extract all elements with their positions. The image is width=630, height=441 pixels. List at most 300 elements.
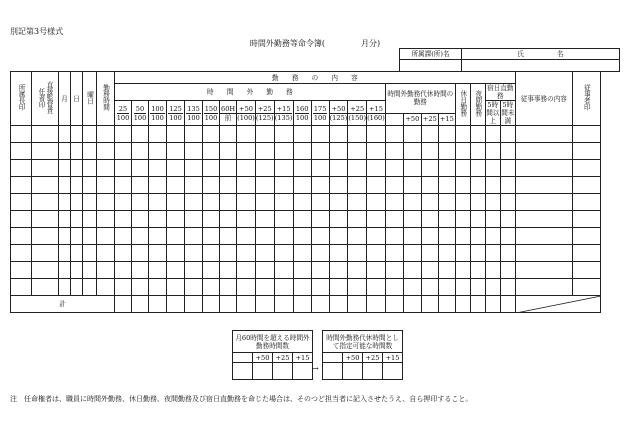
entry-cell[interactable] (203, 177, 220, 194)
entry-cell[interactable] (83, 211, 97, 228)
entry-cell[interactable] (485, 194, 500, 211)
entry-cell[interactable] (220, 160, 237, 177)
entry-cell[interactable] (470, 245, 485, 262)
entry-cell[interactable] (185, 279, 203, 296)
entry-cell[interactable] (572, 194, 600, 211)
entry-cell[interactable] (115, 143, 132, 160)
entry-cell[interactable] (274, 160, 293, 177)
entry-cell[interactable] (385, 143, 403, 160)
entry-cell[interactable] (500, 126, 515, 143)
entry-cell[interactable] (274, 228, 293, 245)
entry-cell[interactable] (485, 262, 500, 279)
entry-cell[interactable] (293, 194, 311, 211)
entry-cell[interactable] (220, 245, 237, 262)
entry-cell[interactable] (11, 228, 32, 245)
entry-cell[interactable] (438, 228, 455, 245)
entry-cell[interactable] (11, 143, 32, 160)
entry-cell[interactable] (220, 279, 237, 296)
entry-cell[interactable] (203, 228, 220, 245)
entry-cell[interactable] (500, 211, 515, 228)
entry-cell[interactable] (11, 160, 32, 177)
entry-cell[interactable] (185, 245, 203, 262)
entry-cell[interactable] (329, 177, 348, 194)
entry-cell[interactable] (115, 228, 132, 245)
total-cell[interactable] (348, 296, 367, 313)
entry-cell[interactable] (385, 194, 403, 211)
entry-cell[interactable] (167, 262, 185, 279)
entry-cell[interactable] (255, 211, 274, 228)
entry-cell[interactable] (329, 228, 348, 245)
total-cell[interactable] (274, 296, 293, 313)
entry-cell[interactable] (348, 245, 367, 262)
entry-cell[interactable] (572, 228, 600, 245)
entry-cell[interactable] (237, 211, 256, 228)
entry-cell[interactable] (572, 177, 600, 194)
entry-cell[interactable] (385, 160, 403, 177)
entry-cell[interactable] (149, 160, 167, 177)
entry-cell[interactable] (167, 177, 185, 194)
entry-cell[interactable] (167, 228, 185, 245)
total-cell[interactable] (132, 296, 149, 313)
entry-cell[interactable] (115, 262, 132, 279)
entry-cell[interactable] (572, 245, 600, 262)
entry-cell[interactable] (255, 160, 274, 177)
entry-cell[interactable] (71, 211, 83, 228)
entry-cell[interactable] (32, 126, 59, 143)
entry-cell[interactable] (470, 279, 485, 296)
entry-cell[interactable] (115, 194, 132, 211)
total-cell[interactable] (421, 296, 438, 313)
entry-cell[interactable] (470, 228, 485, 245)
entry-cell[interactable] (203, 279, 220, 296)
entry-cell[interactable] (572, 143, 600, 160)
entry-cell[interactable] (348, 160, 367, 177)
entry-cell[interactable] (329, 194, 348, 211)
entry-cell[interactable] (185, 126, 203, 143)
total-cell[interactable] (167, 296, 185, 313)
entry-cell[interactable] (515, 194, 572, 211)
entry-cell[interactable] (367, 160, 386, 177)
entry-cell[interactable] (500, 143, 515, 160)
entry-cell[interactable] (329, 279, 348, 296)
entry-cell[interactable] (167, 194, 185, 211)
entry-cell[interactable] (59, 143, 71, 160)
entry-cell[interactable] (59, 194, 71, 211)
entry-cell[interactable] (132, 177, 149, 194)
entry-cell[interactable] (311, 143, 329, 160)
entry-cell[interactable] (149, 126, 167, 143)
entry-cell[interactable] (71, 245, 83, 262)
entry-cell[interactable] (71, 194, 83, 211)
entry-cell[interactable] (329, 211, 348, 228)
entry-cell[interactable] (132, 228, 149, 245)
entry-cell[interactable] (455, 279, 470, 296)
entry-cell[interactable] (293, 279, 311, 296)
entry-cell[interactable] (293, 211, 311, 228)
entry-cell[interactable] (185, 160, 203, 177)
entry-cell[interactable] (385, 211, 403, 228)
entry-cell[interactable] (274, 126, 293, 143)
entry-cell[interactable] (311, 126, 329, 143)
entry-cell[interactable] (203, 143, 220, 160)
entry-cell[interactable] (403, 143, 421, 160)
entry-cell[interactable] (132, 245, 149, 262)
entry-cell[interactable] (97, 194, 115, 211)
entry-cell[interactable] (83, 228, 97, 245)
entry-cell[interactable] (203, 262, 220, 279)
comp-box-cell[interactable] (363, 363, 383, 380)
entry-cell[interactable] (167, 245, 185, 262)
entry-cell[interactable] (403, 160, 421, 177)
over60-cell[interactable] (293, 363, 313, 380)
entry-cell[interactable] (83, 245, 97, 262)
entry-cell[interactable] (59, 177, 71, 194)
entry-cell[interactable] (237, 194, 256, 211)
entry-cell[interactable] (83, 279, 97, 296)
entry-cell[interactable] (421, 160, 438, 177)
entry-cell[interactable] (83, 126, 97, 143)
total-cell[interactable] (115, 296, 132, 313)
entry-cell[interactable] (485, 279, 500, 296)
entry-cell[interactable] (167, 211, 185, 228)
entry-cell[interactable] (348, 211, 367, 228)
entry-cell[interactable] (403, 245, 421, 262)
entry-cell[interactable] (348, 228, 367, 245)
entry-cell[interactable] (367, 126, 386, 143)
entry-cell[interactable] (71, 126, 83, 143)
entry-cell[interactable] (470, 143, 485, 160)
entry-cell[interactable] (572, 211, 600, 228)
entry-cell[interactable] (470, 160, 485, 177)
entry-cell[interactable] (403, 211, 421, 228)
entry-cell[interactable] (438, 262, 455, 279)
entry-cell[interactable] (11, 279, 32, 296)
entry-cell[interactable] (274, 177, 293, 194)
entry-cell[interactable] (311, 262, 329, 279)
entry-cell[interactable] (115, 177, 132, 194)
entry-cell[interactable] (455, 245, 470, 262)
entry-cell[interactable] (132, 160, 149, 177)
entry-cell[interactable] (403, 279, 421, 296)
entry-cell[interactable] (220, 177, 237, 194)
entry-cell[interactable] (71, 228, 83, 245)
entry-cell[interactable] (32, 245, 59, 262)
entry-cell[interactable] (255, 245, 274, 262)
entry-cell[interactable] (185, 194, 203, 211)
entry-cell[interactable] (485, 160, 500, 177)
entry-cell[interactable] (97, 126, 115, 143)
over60-cell[interactable] (253, 363, 273, 380)
entry-cell[interactable] (237, 160, 256, 177)
entry-cell[interactable] (220, 262, 237, 279)
entry-cell[interactable] (97, 143, 115, 160)
entry-cell[interactable] (59, 228, 71, 245)
entry-cell[interactable] (311, 177, 329, 194)
entry-cell[interactable] (421, 194, 438, 211)
entry-cell[interactable] (421, 177, 438, 194)
entry-cell[interactable] (132, 126, 149, 143)
entry-cell[interactable] (71, 279, 83, 296)
comp-box-cell[interactable] (383, 363, 403, 380)
entry-cell[interactable] (132, 262, 149, 279)
entry-cell[interactable] (11, 211, 32, 228)
name-field[interactable] (462, 60, 620, 72)
entry-cell[interactable] (71, 160, 83, 177)
entry-cell[interactable] (185, 177, 203, 194)
entry-cell[interactable] (149, 279, 167, 296)
entry-cell[interactable] (220, 211, 237, 228)
entry-cell[interactable] (455, 177, 470, 194)
entry-cell[interactable] (367, 194, 386, 211)
entry-cell[interactable] (71, 143, 83, 160)
total-cell[interactable] (470, 296, 485, 313)
entry-cell[interactable] (438, 177, 455, 194)
entry-cell[interactable] (329, 160, 348, 177)
entry-cell[interactable] (11, 194, 32, 211)
entry-cell[interactable] (293, 262, 311, 279)
entry-cell[interactable] (500, 262, 515, 279)
entry-cell[interactable] (385, 228, 403, 245)
entry-cell[interactable] (421, 211, 438, 228)
entry-cell[interactable] (455, 211, 470, 228)
entry-cell[interactable] (385, 262, 403, 279)
entry-cell[interactable] (293, 160, 311, 177)
entry-cell[interactable] (403, 177, 421, 194)
entry-cell[interactable] (470, 177, 485, 194)
entry-cell[interactable] (255, 143, 274, 160)
entry-cell[interactable] (11, 262, 32, 279)
entry-cell[interactable] (485, 143, 500, 160)
total-cell[interactable] (149, 296, 167, 313)
entry-cell[interactable] (97, 228, 115, 245)
entry-cell[interactable] (455, 126, 470, 143)
entry-cell[interactable] (237, 279, 256, 296)
entry-cell[interactable] (32, 194, 59, 211)
total-cell[interactable] (500, 296, 515, 313)
entry-cell[interactable] (348, 194, 367, 211)
entry-cell[interactable] (237, 143, 256, 160)
over60-cell[interactable] (273, 363, 293, 380)
entry-cell[interactable] (485, 177, 500, 194)
total-cell[interactable] (237, 296, 256, 313)
entry-cell[interactable] (348, 143, 367, 160)
entry-cell[interactable] (348, 177, 367, 194)
entry-cell[interactable] (97, 160, 115, 177)
entry-cell[interactable] (485, 126, 500, 143)
entry-cell[interactable] (32, 211, 59, 228)
entry-cell[interactable] (255, 228, 274, 245)
entry-cell[interactable] (455, 262, 470, 279)
entry-cell[interactable] (572, 160, 600, 177)
total-cell[interactable] (385, 296, 403, 313)
entry-cell[interactable] (438, 245, 455, 262)
entry-cell[interactable] (83, 194, 97, 211)
entry-cell[interactable] (255, 126, 274, 143)
entry-cell[interactable] (293, 177, 311, 194)
total-cell[interactable] (329, 296, 348, 313)
entry-cell[interactable] (385, 126, 403, 143)
entry-cell[interactable] (515, 126, 572, 143)
entry-cell[interactable] (485, 245, 500, 262)
entry-cell[interactable] (500, 279, 515, 296)
entry-cell[interactable] (470, 262, 485, 279)
entry-cell[interactable] (97, 177, 115, 194)
entry-cell[interactable] (59, 126, 71, 143)
over60-cell[interactable] (233, 363, 253, 380)
entry-cell[interactable] (97, 245, 115, 262)
entry-cell[interactable] (32, 279, 59, 296)
entry-cell[interactable] (470, 126, 485, 143)
entry-cell[interactable] (367, 228, 386, 245)
entry-cell[interactable] (438, 279, 455, 296)
entry-cell[interactable] (149, 262, 167, 279)
entry-cell[interactable] (149, 194, 167, 211)
entry-cell[interactable] (500, 177, 515, 194)
entry-cell[interactable] (485, 228, 500, 245)
entry-cell[interactable] (515, 228, 572, 245)
entry-cell[interactable] (572, 279, 600, 296)
entry-cell[interactable] (11, 126, 32, 143)
entry-cell[interactable] (500, 194, 515, 211)
entry-cell[interactable] (329, 143, 348, 160)
entry-cell[interactable] (97, 279, 115, 296)
entry-cell[interactable] (149, 228, 167, 245)
entry-cell[interactable] (203, 194, 220, 211)
entry-cell[interactable] (500, 245, 515, 262)
entry-cell[interactable] (311, 194, 329, 211)
total-cell[interactable] (293, 296, 311, 313)
entry-cell[interactable] (515, 211, 572, 228)
entry-cell[interactable] (348, 262, 367, 279)
entry-cell[interactable] (329, 262, 348, 279)
entry-cell[interactable] (367, 279, 386, 296)
entry-cell[interactable] (311, 211, 329, 228)
entry-cell[interactable] (403, 126, 421, 143)
entry-cell[interactable] (403, 194, 421, 211)
entry-cell[interactable] (185, 262, 203, 279)
entry-cell[interactable] (255, 194, 274, 211)
entry-cell[interactable] (515, 177, 572, 194)
entry-cell[interactable] (403, 262, 421, 279)
total-cell[interactable] (203, 296, 220, 313)
entry-cell[interactable] (167, 160, 185, 177)
entry-cell[interactable] (438, 160, 455, 177)
entry-cell[interactable] (293, 126, 311, 143)
entry-cell[interactable] (97, 211, 115, 228)
entry-cell[interactable] (329, 245, 348, 262)
entry-cell[interactable] (237, 126, 256, 143)
entry-cell[interactable] (572, 126, 600, 143)
entry-cell[interactable] (83, 160, 97, 177)
entry-cell[interactable] (367, 211, 386, 228)
entry-cell[interactable] (274, 143, 293, 160)
entry-cell[interactable] (385, 279, 403, 296)
entry-cell[interactable] (274, 262, 293, 279)
entry-cell[interactable] (83, 143, 97, 160)
entry-cell[interactable] (515, 245, 572, 262)
total-cell[interactable] (185, 296, 203, 313)
entry-cell[interactable] (421, 279, 438, 296)
entry-cell[interactable] (515, 143, 572, 160)
entry-cell[interactable] (293, 228, 311, 245)
entry-cell[interactable] (348, 126, 367, 143)
entry-cell[interactable] (32, 160, 59, 177)
entry-cell[interactable] (167, 143, 185, 160)
entry-cell[interactable] (237, 245, 256, 262)
entry-cell[interactable] (274, 245, 293, 262)
entry-cell[interactable] (11, 245, 32, 262)
entry-cell[interactable] (185, 228, 203, 245)
entry-cell[interactable] (348, 279, 367, 296)
entry-cell[interactable] (421, 228, 438, 245)
entry-cell[interactable] (32, 228, 59, 245)
entry-cell[interactable] (203, 211, 220, 228)
entry-cell[interactable] (167, 279, 185, 296)
entry-cell[interactable] (485, 211, 500, 228)
total-cell[interactable] (485, 296, 500, 313)
entry-cell[interactable] (59, 211, 71, 228)
entry-cell[interactable] (367, 177, 386, 194)
entry-cell[interactable] (367, 262, 386, 279)
entry-cell[interactable] (237, 177, 256, 194)
entry-cell[interactable] (220, 228, 237, 245)
total-cell[interactable] (438, 296, 455, 313)
entry-cell[interactable] (255, 279, 274, 296)
entry-cell[interactable] (274, 211, 293, 228)
entry-cell[interactable] (515, 262, 572, 279)
entry-cell[interactable] (71, 262, 83, 279)
entry-cell[interactable] (83, 177, 97, 194)
entry-cell[interactable] (515, 160, 572, 177)
entry-cell[interactable] (274, 194, 293, 211)
entry-cell[interactable] (71, 177, 83, 194)
entry-cell[interactable] (32, 177, 59, 194)
entry-cell[interactable] (32, 143, 59, 160)
entry-cell[interactable] (421, 126, 438, 143)
entry-cell[interactable] (455, 194, 470, 211)
entry-cell[interactable] (385, 177, 403, 194)
entry-cell[interactable] (329, 126, 348, 143)
entry-cell[interactable] (203, 245, 220, 262)
entry-cell[interactable] (274, 279, 293, 296)
entry-cell[interactable] (115, 279, 132, 296)
comp-box-cell[interactable] (323, 363, 343, 380)
entry-cell[interactable] (185, 143, 203, 160)
entry-cell[interactable] (132, 194, 149, 211)
entry-cell[interactable] (11, 177, 32, 194)
entry-cell[interactable] (132, 211, 149, 228)
entry-cell[interactable] (132, 143, 149, 160)
entry-cell[interactable] (311, 228, 329, 245)
entry-cell[interactable] (59, 160, 71, 177)
entry-cell[interactable] (421, 143, 438, 160)
entry-cell[interactable] (438, 126, 455, 143)
comp-box-cell[interactable] (343, 363, 363, 380)
affiliation-field[interactable] (400, 60, 462, 72)
entry-cell[interactable] (500, 228, 515, 245)
entry-cell[interactable] (311, 245, 329, 262)
entry-cell[interactable] (438, 211, 455, 228)
entry-cell[interactable] (385, 245, 403, 262)
entry-cell[interactable] (500, 160, 515, 177)
entry-cell[interactable] (97, 262, 115, 279)
entry-cell[interactable] (515, 279, 572, 296)
entry-cell[interactable] (455, 143, 470, 160)
entry-cell[interactable] (572, 262, 600, 279)
entry-cell[interactable] (115, 160, 132, 177)
entry-cell[interactable] (149, 245, 167, 262)
entry-cell[interactable] (32, 262, 59, 279)
